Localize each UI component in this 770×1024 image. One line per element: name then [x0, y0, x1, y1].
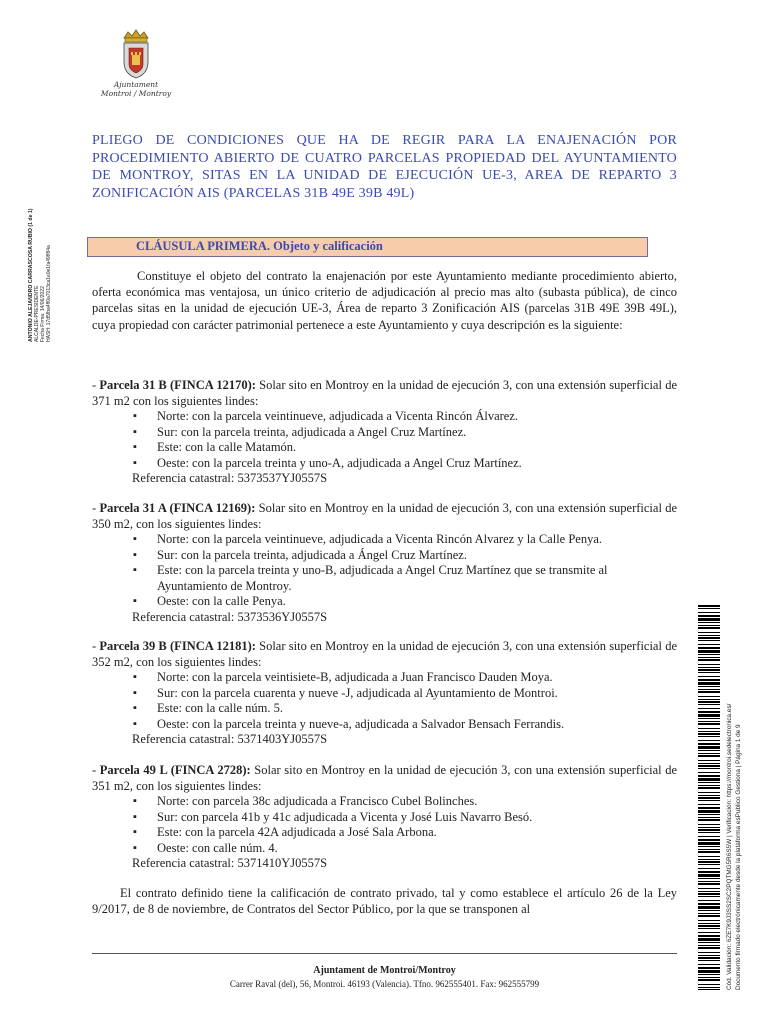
validation-barcode — [698, 605, 720, 990]
parcel-block-3 — [92, 639, 677, 748]
parcel-name: Parcela 49 L (FINCA 2728): — [99, 763, 251, 777]
signature-date: Fecha Firma: 14/06/2022 — [40, 286, 46, 342]
parcel-block-1 — [92, 378, 677, 487]
parcel-heading: - Parcela 39 B (FINCA 12181): Solar sito en Montroy en la unidad de ejecución 3, con una extensión superficial de 352 m2, con los siguientes lindes: — [92, 639, 677, 669]
list-item: ▪ Oeste: con la calle Penya. — [157, 594, 677, 610]
clause-heading: CLÁUSULA PRIMERA. Objeto y calificación — [136, 239, 383, 253]
parcel-description: Solar sito en Montroy en la unidad de ejecución 3, con una extensión superficial de 350 m2, con los siguientes lindes: — [92, 501, 677, 531]
parcel-heading: - Parcela 31 A (FINCA 12169): Solar sito en Montroy en la unidad de ejecución 3, con una extensión superficial de 350 m2, con los siguientes lindes: — [92, 501, 677, 531]
cadastral-reference: Referencia catastral: 5371403YJ0557S — [132, 732, 328, 746]
list-item: ▪ Este: con la calle núm. 5. — [157, 701, 677, 717]
parcel-block-2 — [92, 501, 677, 625]
bounds-list — [92, 532, 677, 610]
list-item: ▪ Norte: con la parcela veintinueve, adjudicada a Vicenta Rincón Alvarez y la Calle Penya. — [157, 532, 677, 548]
list-item: ▪ Sur: con la parcela cuarenta y nueve -J, adjudicada al Ayuntamiento de Montroi. — [157, 686, 677, 702]
parcel-heading: - Parcela 49 L (FINCA 2728): Solar sito en Montroy en la unidad de ejecución 3, con una extensión superficial de 351 m2, con los siguientes lindes: — [92, 763, 677, 793]
validation-code: Cód. Validación: 6ZE7K9J3SS2SC2PQTMG5R6S5W | Verificación: https://montroi.sedelectronica.es/ — [726, 703, 733, 990]
cadastral-reference: Referencia catastral: 5373536YJ0557S — [132, 609, 328, 624]
list-item: ▪ Este: con la parcela treinta y uno-B, adjudicada a Angel Cruz Martínez que se transmite al Ayuntamiento de Montroy. — [157, 563, 677, 594]
list-item: ▪ Este: con la calle Matamón. — [157, 440, 677, 456]
cadastral-reference: Referencia catastral: 5373537YJ0557S — [132, 471, 328, 485]
list-item: ▪ Sur: con la parcela treinta, adjudicada a Ángel Cruz Martínez. — [157, 548, 677, 564]
list-item: ▪ Oeste: con la parcela treinta y uno-A, adjudicada a Angel Cruz Martínez. — [157, 456, 677, 472]
parcel-name: Parcela 31 A (FINCA 12169): — [99, 501, 256, 515]
bounds-list — [92, 794, 677, 856]
parcel-name: Parcela 31 B (FINCA 12170): — [99, 378, 256, 392]
signer-role: ALCALDE-PRESIDENTE — [34, 285, 40, 342]
document-title: PLIEGO DE CONDICIONES QUE HA DE REGIR PARA LA ENAJENACIÓN POR PROCEDIMIENTO ABIERTO DE CUATRO PARCELAS PROPIEDAD DEL AYUNTAMIENTO DE MONTROY, SITAS EN LA UNIDAD DE EJECUCIÓN UE-3, AREA DE REPARTO 3 ZONIFICACIÓN AIS (PARCELAS 31B 49E 39B 49L) — [92, 133, 677, 201]
municipal-logo — [96, 28, 176, 108]
list-item: ▪ Norte: con la parcela veintinueve, adjudicada a Vicenta Rincón Álvarez. — [157, 409, 677, 425]
parcel-block-4 — [92, 763, 677, 872]
electronic-signature-note: Documento firmado electrónicamente desde la plataforma esPublico Gestiona | Página 1 de 9 — [735, 724, 742, 990]
parcel-heading: - Parcela 31 B (FINCA 12170): Solar sito en Montroy en la unidad de ejecución 3, con una extensión superficial de 371 m2 con los siguientes lindes: — [92, 378, 677, 408]
intro-paragraph: Constituye el objeto del contrato la enajenación por este Ayuntamiento mediante procedimiento abierto, oferta económica mas ventajosa, un único criterio de adjudicación al precio mas alto (subasta pública), de cinco parcelas sitas en la unidad de ejecución UE-3, Área de reparto 3 Zonificación AIS (parcelas 31B 49E 39B 49L), cuya propiedad con carácter patrimonial pertenece a este Ayuntamiento y cuya descripción es la siguiente: — [92, 269, 677, 332]
list-item: ▪ Norte: con la parcela veintisiete-B, adjudicada a Juan Francisco Dauden Moya. — [157, 670, 677, 686]
list-item: ▪ Oeste: con calle núm. 4. — [157, 841, 677, 857]
bounds-list — [92, 670, 677, 732]
verification-text — [725, 600, 755, 990]
cadastral-reference: Referencia catastral: 5371410YJ0557S — [132, 856, 328, 870]
list-item: ▪ Sur: con la parcela treinta, adjudicada a Angel Cruz Martínez. — [157, 425, 677, 441]
list-item: ▪ Norte: con parcela 38c adjudicada a Francisco Cubel Bolinches. — [157, 794, 677, 810]
list-item: ▪ Oeste: con la parcela treinta y nueve-a, adjudicada a Salvador Bensach Ferrandis. — [157, 717, 677, 733]
parcel-description: Solar sito en Montroy en la unidad de ejecución 3, con una extensión superficial de 352 m2, con los siguientes lindes: — [92, 639, 677, 669]
list-item: ▪ Este: con la parcela 42A adjudicada a José Sala Arbona. — [157, 825, 677, 841]
logo-text-line1: Ajuntament — [113, 80, 159, 89]
signer-name: ANTONIO ALEJANDRO CARRASCOSA RUBIO (1 de 1) — [28, 208, 34, 342]
logo-text-line2: Montroi / Montroy — [100, 89, 172, 98]
clause-heading-box — [87, 237, 648, 257]
signature-block — [28, 208, 52, 342]
list-item: ▪ Sur: con parcela 41b y 41c adjudicada a Vicenta y José Luis Navarro Besó. — [157, 810, 677, 826]
bounds-list — [92, 409, 677, 471]
footer-address: Carrer Raval (del), 56, Montroi. 46193 (Valencia). Tfno. 962555401. Fax: 962555799 — [229, 979, 540, 989]
signature-hash: HASH: 17d5fba4ff0a7013ca1e0e1fa49ff84a — [46, 245, 52, 342]
parcel-name: Parcela 39 B (FINCA 12181): — [99, 639, 256, 653]
parcel-description: Solar sito en Montroy en la unidad de ejecución 3, con una extensión superficial de 351 m2, con los siguientes lindes: — [92, 763, 677, 793]
footer-divider — [92, 953, 677, 954]
footer-organization: Ajuntament de Montroi/Montroy — [313, 965, 456, 976]
parcel-description: Solar sito en Montroy en la unidad de ejecución 3, con una extensión superficial de 371 m2 con los siguientes lindes: — [92, 378, 677, 408]
closing-paragraph: El contrato definido tiene la calificación de contrato privado, tal y como establece el artículo 26 de la Ley 9/2017, de 8 de noviembre, de Contratos del Sector Público, por la que se transponen al — [92, 886, 677, 917]
coat-of-arms-icon — [116, 28, 156, 80]
